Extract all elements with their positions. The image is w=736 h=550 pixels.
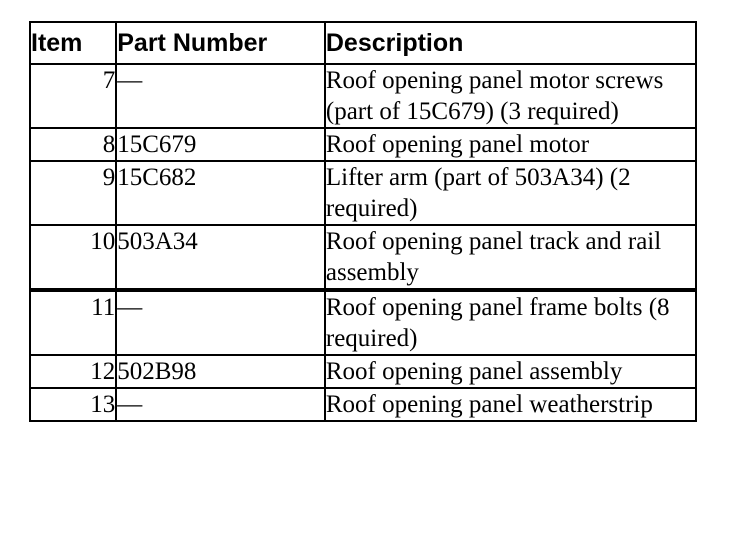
item-cell: 9 [30, 161, 116, 225]
table-header-row [30, 22, 696, 64]
table-row [30, 161, 696, 225]
table-row [30, 290, 696, 355]
item-cell: 13 [30, 388, 116, 421]
description-cell: Roof opening panel motor screws (part of 15C679) (3 required) [325, 64, 696, 128]
description-cell: Roof opening panel motor [325, 128, 696, 161]
item-cell: 8 [30, 128, 116, 161]
table-row [30, 225, 696, 290]
part-number-cell: 15C682 [116, 161, 325, 225]
header-item: Item [30, 22, 116, 64]
part-number-cell: 502B98 [116, 355, 325, 388]
item-cell: 7 [30, 64, 116, 128]
part-number-cell: — [116, 64, 325, 128]
part-number-cell: 15C679 [116, 128, 325, 161]
parts-table [29, 21, 697, 422]
table-row [30, 355, 696, 388]
table-row [30, 388, 696, 421]
table-row [30, 128, 696, 161]
header-part-number: Part Number [116, 22, 325, 64]
part-number-cell: 503A34 [116, 225, 325, 290]
part-number-cell: — [116, 388, 325, 421]
description-cell: Roof opening panel frame bolts (8 required) [325, 290, 696, 355]
description-cell: Lifter arm (part of 503A34) (2 required) [325, 161, 696, 225]
header-description: Description [325, 22, 696, 64]
table-row [30, 64, 696, 128]
description-cell: Roof opening panel weatherstrip [325, 388, 696, 421]
item-cell: 11 [30, 290, 116, 355]
description-cell: Roof opening panel assembly [325, 355, 696, 388]
part-number-cell: — [116, 290, 325, 355]
item-cell: 10 [30, 225, 116, 290]
item-cell: 12 [30, 355, 116, 388]
description-cell: Roof opening panel track and rail assembly [325, 225, 696, 290]
